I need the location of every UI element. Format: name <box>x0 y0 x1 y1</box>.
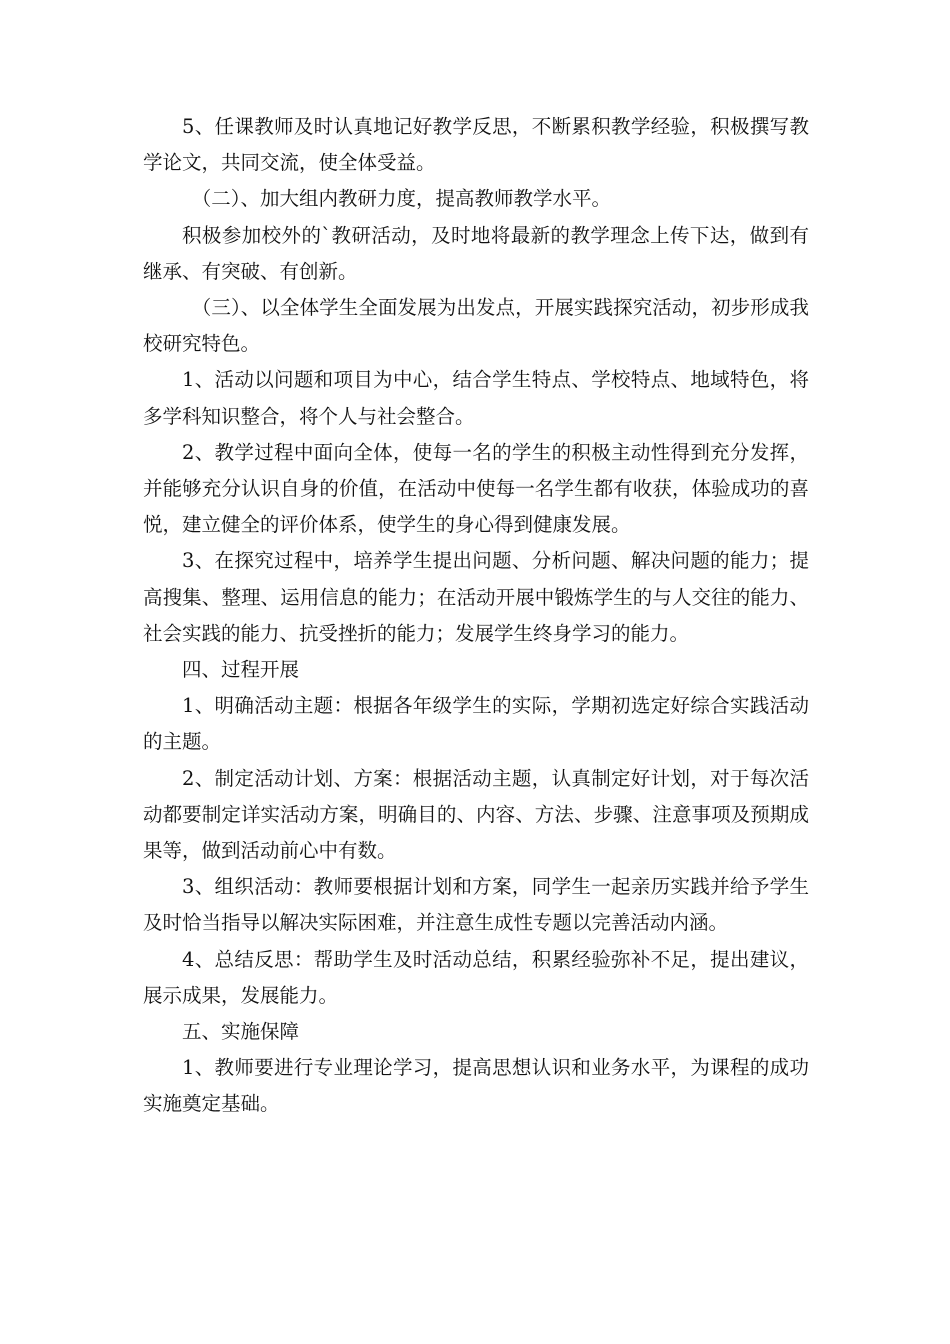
section-heading-2: （二）、加大组内教研力度，提高教师教学水平。 <box>191 187 612 211</box>
section-heading-3: （三）、以全体学生全面发展为出发点，开展实践探究活动，初步形成我校研究特色。 <box>143 296 809 356</box>
paragraph-external-research: 积极参加校外的`教研活动，及时地将最新的教学理念上传下达，做到有继承、有突破、有创新。 <box>143 223 809 283</box>
heading-guarantee: 五、实施保障 <box>182 1020 300 1044</box>
paragraph-activity-2: 2、教学过程中面向全体，使每一名的学生的积极主动性得到充分发挥，并能够充分认识自身的价值，在活动中使每一名学生都有收获，体验成功的喜悦，建立健全的评价体系，使学生的身心得到健康发展。 <box>143 440 809 537</box>
paragraph-activity-1: 1、活动以问题和项目为中心，结合学生特点、学校特点、地域特色，将多学科知识整合，将个人与社会整合。 <box>143 368 809 428</box>
document-page <box>143 109 809 1123</box>
heading-process: 四、过程开展 <box>182 658 300 682</box>
paragraph-reflection: 5、任课教师及时认真地记好教学反思，不断累积教学经验，积极撰写教学论文，共同交流，使全体受益。 <box>143 115 809 175</box>
paragraph-process-3: 3、组织活动：教师要根据计划和方案，同学生一起亲历实践并给予学生及时恰当指导以解决实际困难，并注意生成性专题以完善活动内涵。 <box>143 875 809 935</box>
paragraph-process-4: 4、总结反思：帮助学生及时活动总结，积累经验弥补不足，提出建议，展示成果，发展能力。 <box>143 947 809 1007</box>
paragraph-guarantee-1: 1、教师要进行专业理论学习，提高思想认识和业务水平，为课程的成功实施奠定基础。 <box>143 1056 809 1116</box>
paragraph-process-2: 2、制定活动计划、方案：根据活动主题，认真制定好计划，对于每次活动都要制定详实活动方案，明确目的、内容、方法、步骤、注意事项及预期成果等，做到活动前心中有数。 <box>143 766 809 863</box>
paragraph-process-1: 1、明确活动主题：根据各年级学生的实际，学期初选定好综合实践活动的主题。 <box>143 694 809 754</box>
paragraph-activity-3: 3、在探究过程中，培养学生提出问题、分析问题、解决问题的能力；提高搜集、整理、运用信息的能力；在活动开展中锻炼学生的与人交往的能力、社会实践的能力、抗受挫折的能力；发展学生终身学习的能力。 <box>143 549 809 645</box>
